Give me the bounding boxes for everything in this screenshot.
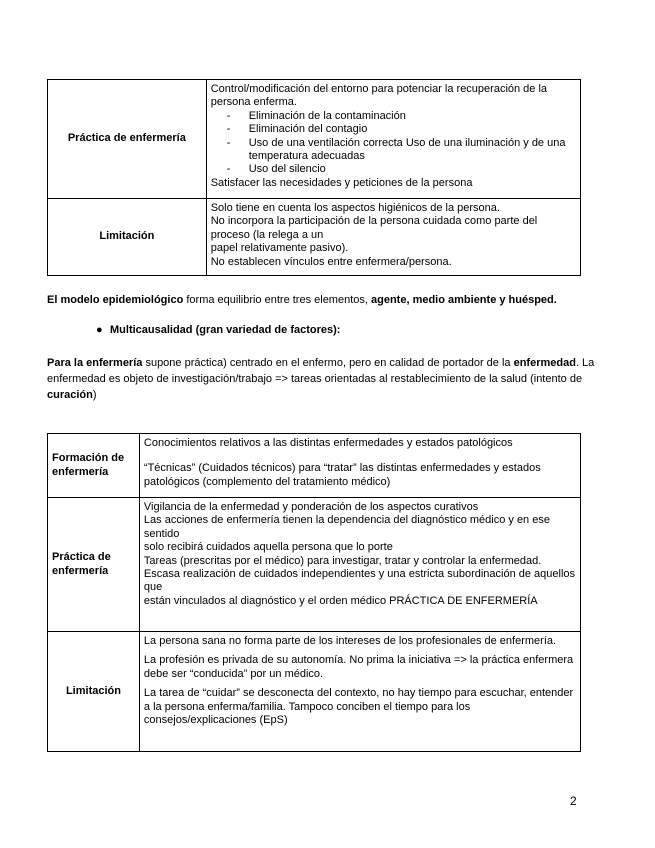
list-item: - Eliminación del contagio bbox=[227, 123, 576, 136]
bold-text: Para la enfermería bbox=[47, 357, 143, 369]
table-row bbox=[48, 632, 581, 752]
table-row bbox=[48, 199, 581, 276]
paragraph-enfermeria bbox=[47, 355, 595, 403]
formacion-p1: Conocimientos relativos a las distintas enfermedades y estados patológicos bbox=[143, 437, 513, 449]
row-content-limitacion bbox=[206, 199, 580, 276]
practica2-line: están vinculados al diagnóstico y el orden médico PRÁCTICA DE ENFERMERÍA bbox=[143, 594, 538, 607]
bold-text: enfermedad bbox=[513, 357, 576, 369]
list-item: - Eliminación de la contaminación bbox=[227, 110, 576, 123]
bullet-text: Multicausalidad (gran variedad de factores): bbox=[110, 324, 341, 336]
practica2-line: Tareas (prescritas por el médico) para investigar, tratar y controlar la enfermedad. bbox=[143, 554, 542, 567]
row-label-practica2: Práctica de enfermería bbox=[48, 498, 140, 632]
text: . La enfermedad es objeto de investigación/trabajo => tareas orientadas al restablecimiento de la salud (intento de bbox=[47, 357, 595, 385]
limitacion2-p1: La persona sana no forma parte de los intereses de los profesionales de enfermería. bbox=[143, 635, 557, 647]
practica-intro: Control/modificación del entorno para potenciar la recuperación de la persona enferma. bbox=[210, 83, 548, 109]
list-item: - Uso de una ventilación correcta Uso de una iluminación y de una temperatura adecuadas bbox=[227, 137, 576, 164]
practica-outro: Satisfacer las necesidades y peticiones de la persona bbox=[210, 176, 473, 189]
row-content-practica bbox=[206, 80, 580, 199]
row-label-limitacion2: Limitación bbox=[48, 632, 140, 752]
paragraph-epidemiologico bbox=[47, 292, 607, 308]
bold-text: El modelo epidemiológico bbox=[47, 294, 184, 306]
row-content-practica2 bbox=[139, 498, 580, 632]
limitacion-line: papel relativamente pasivo). bbox=[210, 242, 349, 255]
text: supone práctica) centrado en el enfermo, pero en calidad de portador de la bbox=[142, 357, 514, 369]
table-row bbox=[48, 498, 581, 632]
limitacion2-p3: La tarea de “cuidar” se desconecta del contexto, no hay tiempo para escuchar, entender a la persona enferma/familia. Tampoco conciben el tiempo para los consejos/explicaciones (EpS) bbox=[143, 687, 574, 727]
text: ) bbox=[92, 389, 97, 401]
text: forma equilibrio entre tres elementos, bbox=[183, 294, 371, 306]
table-nursing-practice-2 bbox=[47, 433, 581, 752]
row-label-formacion: Formación de enfermería bbox=[48, 434, 140, 498]
page-number: 2 bbox=[570, 794, 577, 808]
limitacion2-p2: La profesión es privada de su autonomía. No prima la iniciativa => la práctica enfermera debe ser “conducida” por un médico. bbox=[143, 654, 574, 680]
bullet-multicausalidad bbox=[96, 324, 340, 337]
limitacion-line: No establecen vínculos entre enfermera/persona. bbox=[210, 255, 452, 268]
practica2-line: Vigilancia de la enfermedad y ponderación de los aspectos curativos bbox=[143, 501, 479, 513]
limitacion-line: Solo tiene en cuenta los aspectos higiénicos de la persona. bbox=[210, 202, 500, 214]
row-content-formacion bbox=[139, 434, 580, 498]
row-label-practica: Práctica de enfermería bbox=[48, 80, 207, 199]
bullet-icon: ● bbox=[96, 324, 103, 336]
table-row bbox=[48, 80, 581, 199]
row-content-limitacion2 bbox=[139, 632, 580, 752]
practica2-line: solo recibirá cuidados aquella persona que lo porte bbox=[143, 541, 393, 554]
practica2-line: Escasa realización de cuidados independientes y una estricta subordinación de aquellos que bbox=[143, 568, 576, 594]
limitacion-line: No incorpora la participación de la persona cuidada como parte del proceso (la relega a un bbox=[210, 215, 538, 241]
practica2-line: Las acciones de enfermería tienen la dependencia del diagnóstico médico y en ese sentido bbox=[143, 514, 550, 540]
practica-list bbox=[211, 110, 576, 177]
table-nursing-practice-1 bbox=[47, 79, 581, 276]
table-row bbox=[48, 434, 581, 498]
row-label-limitacion: Limitación bbox=[48, 199, 207, 276]
bold-text: curación bbox=[47, 389, 93, 401]
bold-text: agente, medio ambiente y huésped. bbox=[371, 294, 557, 306]
formacion-p2: “Técnicas” (Cuidados técnicos) para “tratar” las distintas enfermedades y estados patológicos (complemento del tratamiento médico) bbox=[143, 462, 541, 488]
list-item: - Uso del silencio bbox=[227, 163, 576, 176]
